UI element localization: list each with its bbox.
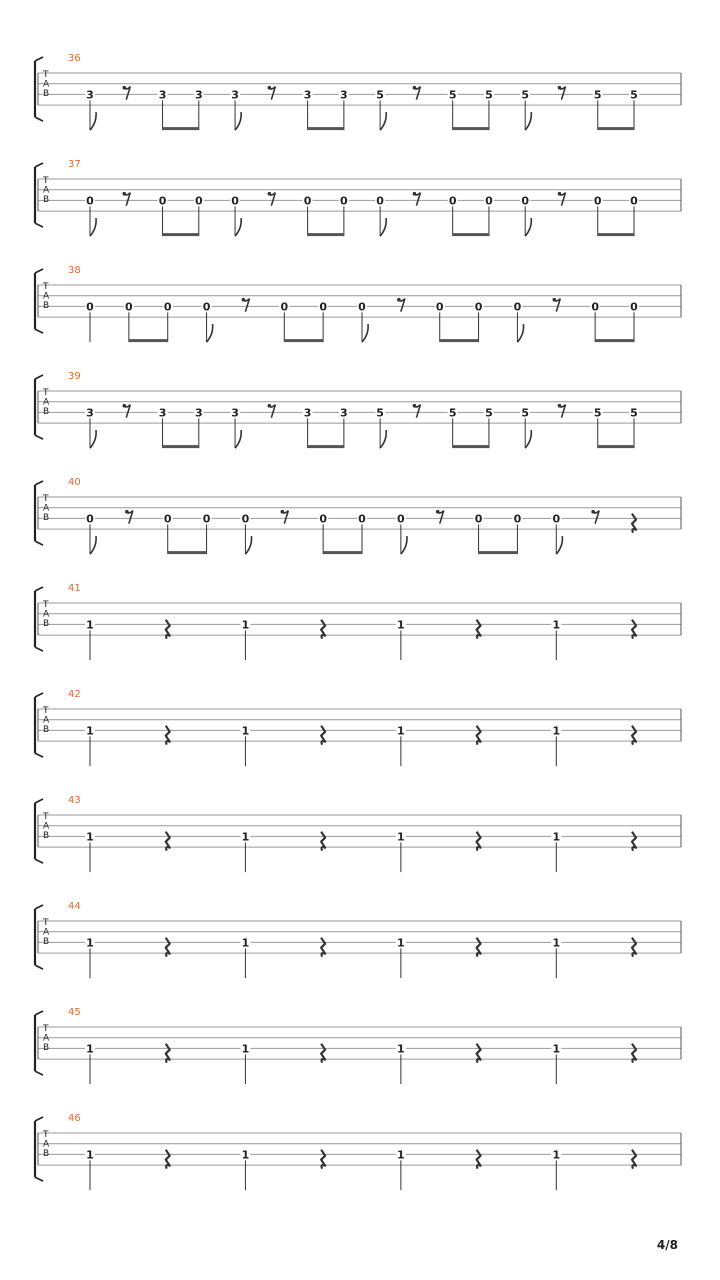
measure-number: 46: [68, 1113, 81, 1124]
system-bracket-top: [35, 1011, 43, 1015]
tab-system: [35, 1007, 681, 1084]
fret-number: 0: [435, 300, 444, 314]
fret-number: 1: [86, 936, 94, 950]
quarter-rest: [632, 1150, 636, 1169]
tab-clef-letter: A: [43, 1139, 50, 1150]
quarter-rest: [632, 832, 636, 851]
note-beam: [168, 551, 207, 554]
fret-number: 5: [521, 406, 530, 420]
fret-number: 0: [591, 300, 599, 314]
tab-clef-letter: T: [43, 918, 49, 928]
tab-system: [35, 53, 681, 130]
quarter-rest: [632, 1044, 636, 1063]
eighth-flag: [245, 536, 251, 554]
measure-number: 36: [68, 53, 81, 64]
tab-clef-letter: B: [43, 301, 50, 311]
eighth-rest-dot: [268, 86, 272, 90]
eighth-flag: [90, 218, 96, 236]
fret-number: 0: [202, 300, 211, 314]
eighth-rest-dot: [558, 86, 562, 90]
note-beam: [479, 551, 518, 554]
eighth-rest-dot: [413, 86, 417, 90]
fret-number: 1: [241, 1148, 250, 1162]
note-beam: [453, 127, 489, 130]
fret-number: 0: [163, 300, 172, 314]
tab-system: [35, 901, 681, 978]
tab-system: [35, 795, 681, 872]
tab-clef-letter: A: [43, 1033, 50, 1044]
fret-number: 1: [552, 1148, 561, 1162]
quarter-rest: [477, 1150, 481, 1169]
fret-number: 0: [630, 194, 638, 208]
system-bracket-bottom: [35, 435, 43, 439]
fret-number: 3: [194, 406, 203, 420]
fret-number: 1: [86, 1148, 94, 1162]
system-bracket-top: [35, 481, 43, 485]
measure-number: 37: [68, 159, 81, 170]
tab-clef-letter: T: [43, 1130, 49, 1140]
fret-number: 5: [485, 406, 493, 420]
fret-number: 5: [376, 406, 384, 420]
eighth-flag: [525, 218, 531, 236]
fret-number: 3: [194, 88, 203, 102]
eighth-flag: [207, 324, 213, 342]
fret-number: 3: [158, 88, 167, 102]
system-bracket-bottom: [35, 965, 43, 969]
tab-clef-letter: B: [43, 725, 50, 735]
eighth-flag: [90, 430, 96, 448]
system-bracket-top: [35, 1117, 43, 1121]
note-beam: [308, 445, 344, 448]
measure-number: 45: [68, 1007, 81, 1018]
eighth-flag: [380, 430, 386, 448]
tab-clef-letter: T: [43, 388, 49, 398]
eighth-flag: [235, 430, 241, 448]
fret-number: 3: [340, 88, 348, 102]
note-beam: [284, 339, 323, 342]
quarter-rest: [632, 514, 636, 533]
system-bracket-top: [35, 693, 43, 697]
tab-system: [35, 1113, 681, 1190]
tab-clef-letter: T: [43, 706, 49, 716]
fret-number: 5: [485, 88, 493, 102]
system-bracket-bottom: [35, 117, 43, 121]
fret-number: 1: [241, 936, 250, 950]
note-beam: [453, 445, 489, 448]
eighth-flag: [380, 112, 386, 130]
measure-number: 43: [68, 795, 81, 806]
system-bracket-bottom: [35, 329, 43, 333]
system-bracket-bottom: [35, 1071, 43, 1075]
quarter-rest: [632, 938, 636, 957]
fret-number: 0: [86, 512, 94, 526]
quarter-rest: [477, 1044, 481, 1063]
quarter-rest: [166, 1044, 170, 1063]
tab-clef-letter: B: [43, 513, 50, 523]
fret-number: 0: [521, 194, 530, 208]
quarter-rest: [321, 620, 325, 639]
tab-clef-letter: B: [43, 89, 50, 99]
eighth-flag: [235, 218, 241, 236]
tab-clef-letter: B: [43, 937, 50, 947]
fret-number: 1: [397, 1148, 405, 1162]
note-beam: [440, 339, 479, 342]
system-bracket-bottom: [35, 753, 43, 757]
system-bracket-bottom: [35, 647, 43, 651]
fret-number: 1: [397, 936, 405, 950]
eighth-flag: [362, 324, 368, 342]
tab-clef-letter: B: [43, 831, 50, 841]
fret-number: 0: [303, 194, 312, 208]
fret-number: 1: [86, 830, 94, 844]
quarter-rest: [166, 832, 170, 851]
fret-number: 0: [474, 300, 483, 314]
fret-number: 0: [319, 300, 327, 314]
fret-number: 1: [397, 724, 405, 738]
eighth-flag: [556, 536, 562, 554]
system-bracket-top: [35, 269, 43, 273]
tab-clef-letter: A: [43, 503, 50, 514]
fret-number: 3: [303, 406, 312, 420]
fret-number: 0: [280, 300, 289, 314]
tab-clef-letter: B: [43, 1043, 50, 1053]
quarter-rest: [477, 938, 481, 957]
eighth-rest-dot: [397, 298, 401, 302]
quarter-rest: [632, 726, 636, 745]
measure-number: 44: [68, 901, 81, 912]
tab-clef-letter: A: [43, 609, 50, 620]
quarter-rest: [632, 620, 636, 639]
quarter-rest: [321, 726, 325, 745]
system-bracket-top: [35, 375, 43, 379]
fret-number: 5: [630, 88, 638, 102]
tab-clef-letter: A: [43, 291, 50, 302]
tab-clef-letter: B: [43, 619, 50, 629]
fret-number: 0: [241, 512, 250, 526]
system-bracket-top: [35, 905, 43, 909]
fret-number: 0: [319, 512, 327, 526]
measure-number: 38: [68, 265, 81, 276]
note-beam: [598, 445, 634, 448]
fret-number: 0: [231, 194, 239, 208]
system-bracket-top: [35, 799, 43, 803]
fret-number: 0: [513, 512, 522, 526]
fret-number: 3: [231, 88, 239, 102]
fret-number: 1: [86, 1042, 94, 1056]
eighth-rest-dot: [280, 510, 284, 514]
tab-clef-letter: T: [43, 1024, 49, 1034]
fret-number: 1: [241, 724, 250, 738]
eighth-flag: [380, 218, 386, 236]
tab-system: [35, 583, 681, 660]
tab-clef-letter: B: [43, 407, 50, 417]
eighth-flag: [235, 112, 241, 130]
fret-number: 1: [241, 618, 250, 632]
tab-system: [35, 689, 681, 766]
note-beam: [323, 551, 362, 554]
tab-clef-letter: A: [43, 927, 50, 938]
fret-number: 0: [340, 194, 348, 208]
eighth-flag: [401, 536, 407, 554]
fret-number: 5: [521, 88, 530, 102]
note-beam: [308, 233, 344, 236]
note-beam: [163, 127, 199, 130]
fret-number: 0: [513, 300, 522, 314]
tab-system: [35, 371, 681, 448]
note-beam: [163, 445, 199, 448]
fret-number: 0: [202, 512, 211, 526]
fret-number: 5: [448, 406, 457, 420]
tab-clef-letter: T: [43, 812, 49, 822]
system-bracket-bottom: [35, 223, 43, 227]
tab-clef-letter: A: [43, 821, 50, 832]
eighth-rest-dot: [413, 192, 417, 196]
fret-number: 0: [474, 512, 483, 526]
fret-number: 0: [397, 512, 405, 526]
eighth-rest-dot: [242, 298, 246, 302]
quarter-rest: [166, 620, 170, 639]
quarter-rest: [321, 832, 325, 851]
tab-system: [35, 159, 681, 236]
fret-number: 0: [86, 194, 94, 208]
fret-number: 5: [376, 88, 384, 102]
fret-number: 1: [552, 724, 561, 738]
fret-number: 1: [397, 830, 405, 844]
fret-number: 0: [125, 300, 133, 314]
tab-clef-letter: A: [43, 79, 50, 90]
quarter-rest: [166, 1150, 170, 1169]
fret-number: 5: [630, 406, 638, 420]
fret-number: 0: [593, 194, 602, 208]
note-beam: [453, 233, 489, 236]
tab-clef-letter: T: [43, 70, 49, 80]
fret-number: 3: [86, 406, 94, 420]
page-number: 4/8: [656, 1238, 678, 1252]
tab-clef-letter: T: [43, 282, 49, 292]
note-beam: [129, 339, 168, 342]
note-beam: [595, 339, 634, 342]
eighth-flag: [517, 324, 523, 342]
fret-number: 0: [194, 194, 203, 208]
quarter-rest: [477, 832, 481, 851]
tab-system: [35, 265, 681, 342]
note-beam: [163, 233, 199, 236]
eighth-rest-dot: [268, 192, 272, 196]
quarter-rest: [166, 938, 170, 957]
measure-number: 41: [68, 583, 81, 594]
fret-number: 0: [358, 300, 366, 314]
fret-number: 5: [593, 88, 602, 102]
fret-number: 0: [358, 512, 366, 526]
measure-number: 42: [68, 689, 81, 700]
fret-number: 1: [86, 724, 94, 738]
tab-clef-letter: B: [43, 195, 50, 205]
fret-number: 0: [552, 512, 561, 526]
quarter-rest: [321, 1044, 325, 1063]
tab-clef-letter: T: [43, 176, 49, 186]
fret-number: 5: [448, 88, 457, 102]
fret-number: 3: [158, 406, 167, 420]
eighth-flag: [525, 112, 531, 130]
fret-number: 0: [163, 512, 172, 526]
fret-number: 1: [552, 1042, 561, 1056]
quarter-rest: [166, 726, 170, 745]
fret-number: 0: [630, 300, 638, 314]
eighth-rest-dot: [125, 510, 129, 514]
fret-number: 1: [552, 830, 561, 844]
system-bracket-bottom: [35, 859, 43, 863]
system-bracket-bottom: [35, 1177, 43, 1181]
eighth-rest-dot: [591, 510, 595, 514]
system-bracket-top: [35, 163, 43, 167]
eighth-rest-dot: [268, 404, 272, 408]
fret-number: 3: [340, 406, 348, 420]
fret-number: 1: [241, 830, 250, 844]
fret-number: 0: [485, 194, 493, 208]
eighth-flag: [90, 112, 96, 130]
tab-clef-letter: T: [43, 494, 49, 504]
fret-number: 1: [552, 618, 561, 632]
quarter-rest: [321, 938, 325, 957]
eighth-flag: [525, 430, 531, 448]
eighth-rest-dot: [436, 510, 440, 514]
fret-number: 3: [303, 88, 312, 102]
measure-number: 40: [68, 477, 81, 488]
system-bracket-top: [35, 57, 43, 61]
eighth-flag: [90, 536, 96, 554]
fret-number: 0: [376, 194, 384, 208]
quarter-rest: [321, 1150, 325, 1169]
system-bracket-bottom: [35, 541, 43, 545]
tab-clef-letter: A: [43, 397, 50, 408]
fret-number: 1: [397, 1042, 405, 1056]
eighth-rest-dot: [122, 404, 126, 408]
system-bracket-top: [35, 587, 43, 591]
fret-number: 1: [241, 1042, 250, 1056]
eighth-rest-dot: [122, 192, 126, 196]
fret-number: 3: [231, 406, 239, 420]
fret-number: 5: [593, 406, 602, 420]
note-beam: [598, 233, 634, 236]
eighth-rest-dot: [552, 298, 556, 302]
tab-clef-letter: B: [43, 1149, 50, 1159]
fret-number: 1: [86, 618, 94, 632]
quarter-rest: [477, 620, 481, 639]
eighth-rest-dot: [122, 86, 126, 90]
eighth-rest-dot: [413, 404, 417, 408]
fret-number: 1: [552, 936, 561, 950]
fret-number: 0: [158, 194, 167, 208]
fret-number: 1: [397, 618, 405, 632]
note-beam: [598, 127, 634, 130]
tab-system: [35, 477, 681, 554]
eighth-rest-dot: [558, 192, 562, 196]
measure-number: 39: [68, 371, 81, 382]
note-beam: [308, 127, 344, 130]
fret-number: 3: [86, 88, 94, 102]
tab-clef-letter: T: [43, 600, 49, 610]
fret-number: 0: [448, 194, 457, 208]
eighth-rest-dot: [558, 404, 562, 408]
tab-clef-letter: A: [43, 715, 50, 726]
tab-clef-letter: A: [43, 185, 50, 196]
quarter-rest: [477, 726, 481, 745]
fret-number: 0: [86, 300, 94, 314]
